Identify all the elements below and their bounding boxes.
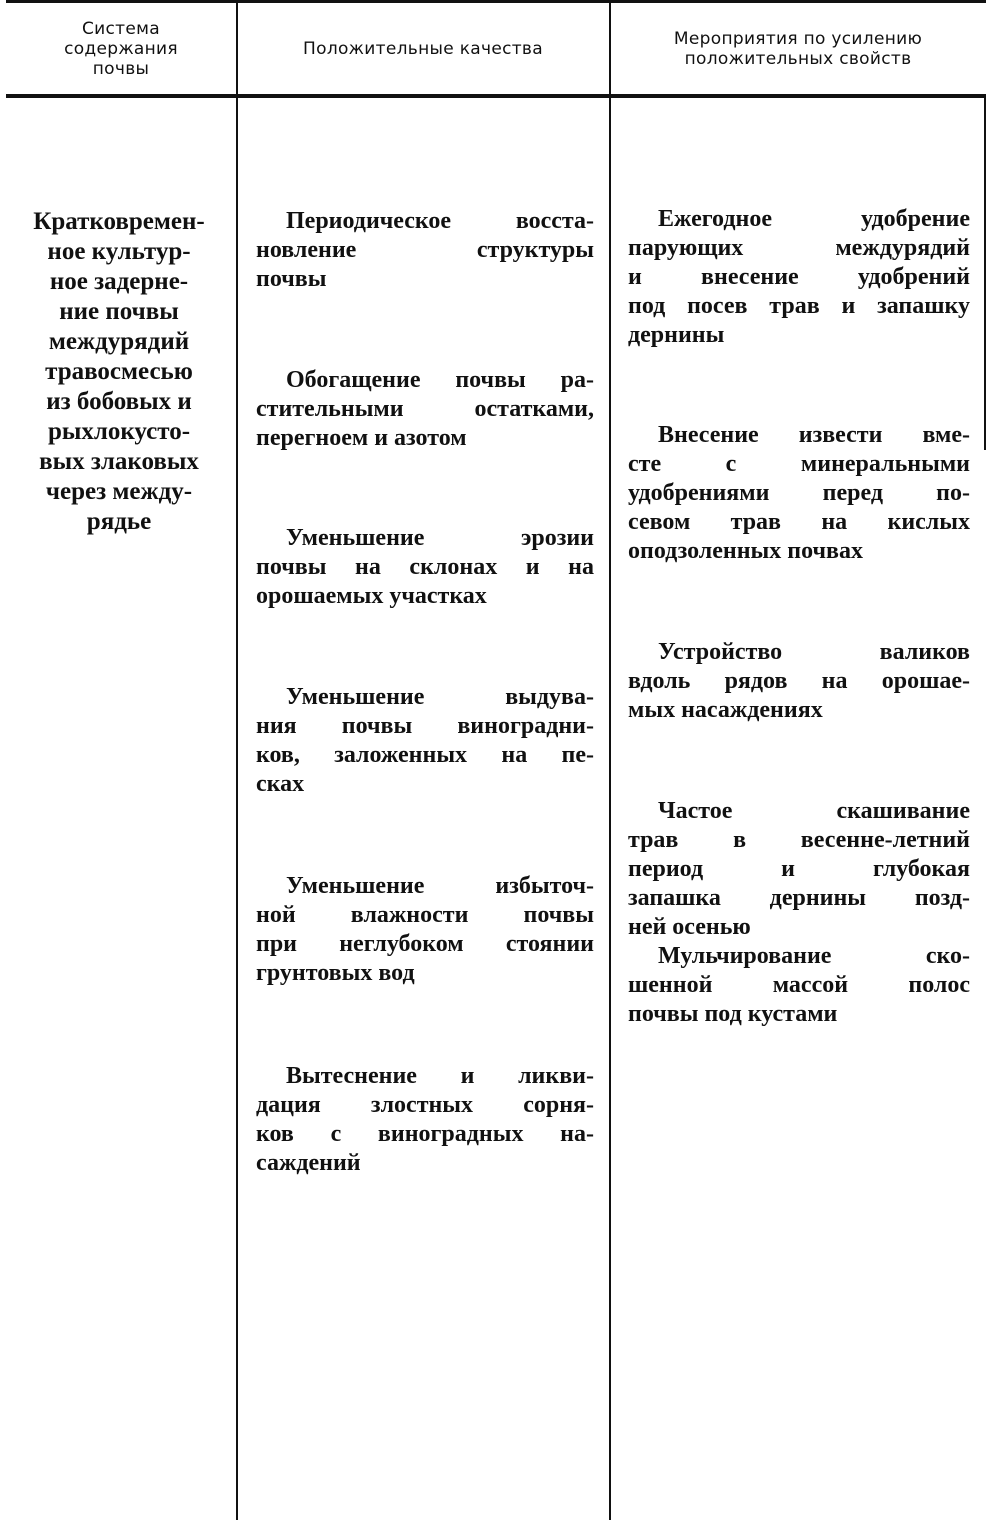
column-divider-2 [609, 98, 611, 1520]
header-line: Мероприятия по усилению [673, 29, 923, 49]
text-line: рядье [86, 508, 152, 535]
text-line: междурядий [48, 328, 190, 355]
column-divider-1-header [236, 2, 238, 94]
text-line: Частое скашивание [658, 798, 970, 824]
table-top-rule [6, 0, 986, 3]
text-line: ние почвы [59, 298, 179, 325]
header-line: содержания [64, 39, 178, 59]
text-line: почвы на склонах и на [256, 554, 594, 580]
text-line: Уменьшение выдува- [286, 684, 594, 710]
measure-entry [628, 942, 970, 1029]
header-positive-qualities [240, 6, 606, 92]
soil-system-cell [8, 207, 230, 537]
text-line: при неглубоком стоянии [256, 931, 594, 957]
header-line: почвы [92, 59, 150, 79]
text-line: через между- [45, 478, 193, 505]
quality-entry [256, 683, 594, 799]
text-line: под посев трав и запашку [628, 293, 970, 319]
text-line: стительными остатками, [256, 396, 594, 422]
header-line: Система [82, 19, 160, 39]
text-line: период и глубокая [628, 856, 970, 882]
text-line: новление структуры [256, 237, 594, 263]
text-line: рыхлокусто- [47, 418, 191, 445]
measure-entry [628, 205, 970, 350]
quality-entry [256, 366, 594, 453]
text-line: ной влажности почвы [256, 902, 594, 928]
text-line: ков, заложенных на пе- [256, 742, 594, 768]
text-line: ней осенью [628, 914, 751, 940]
text-line: Устройство валиков [658, 639, 970, 665]
text-line: вдоль рядов на орошае- [628, 668, 970, 694]
text-line: Кратковремен- [33, 208, 205, 235]
text-line: саждений [256, 1150, 361, 1176]
text-line: Внесение извести вме- [658, 422, 970, 448]
text-line: Обогащение почвы ра- [286, 367, 594, 393]
text-line: орошаемых участках [256, 583, 487, 609]
text-line: грунтовых вод [256, 960, 415, 986]
text-line: трав в весенне-летний [628, 827, 970, 853]
header-measures [613, 6, 983, 92]
text-line: Мульчирование ско- [658, 943, 970, 969]
header-bottom-rule [6, 94, 986, 98]
text-line: запашка дернины позд- [628, 885, 970, 911]
quality-entry [256, 207, 594, 294]
text-line: севом трав на кислых [628, 509, 970, 535]
text-line: ков с виноградных на- [256, 1121, 594, 1147]
text-line: сте с минеральными [628, 451, 970, 477]
text-line: удобрениями перед по- [628, 480, 970, 506]
quality-entry [256, 524, 594, 611]
text-line: травосмесью [45, 358, 193, 385]
text-line: мых насаждениях [628, 697, 823, 723]
text-line: ния почвы виноградни- [256, 713, 594, 739]
text-line: почвы [256, 266, 327, 292]
text-line: Вытеснение и ликви- [286, 1063, 594, 1089]
measure-entry [628, 421, 970, 566]
quality-entry [256, 872, 594, 988]
header-soil-system [8, 6, 234, 92]
text-line: почвы под кустами [628, 1001, 838, 1027]
text-line: перегноем и азотом [256, 425, 467, 451]
text-line: Уменьшение избыточ- [286, 873, 594, 899]
text-line: ное культур- [47, 238, 191, 265]
text-line: вых злаковых [39, 448, 199, 475]
header-line: положительных свойств [684, 49, 912, 69]
text-line: дация злостных сорня- [256, 1092, 594, 1118]
column-divider-2-header [609, 2, 611, 94]
text-line: ное задерне- [49, 268, 189, 295]
column-divider-1 [236, 98, 238, 1520]
text-line: сках [256, 771, 305, 797]
measure-entry [628, 638, 970, 725]
text-line: Уменьшение эрозии [286, 525, 594, 551]
text-line: дернины [628, 322, 725, 348]
text-line: оподзоленных почвах [628, 538, 863, 564]
header-line: Положительные качества [303, 39, 543, 59]
text-line: Периодическое восста- [286, 208, 594, 234]
quality-entry [256, 1062, 594, 1178]
text-line: из бобовых и [46, 388, 192, 415]
text-line: и внесение удобрений [628, 264, 970, 290]
measure-entry [628, 797, 970, 942]
text-line: парующих междурядий [628, 235, 970, 261]
text-line: Ежегодное удобрение [658, 206, 970, 232]
text-line: шенной массой полос [628, 972, 970, 998]
